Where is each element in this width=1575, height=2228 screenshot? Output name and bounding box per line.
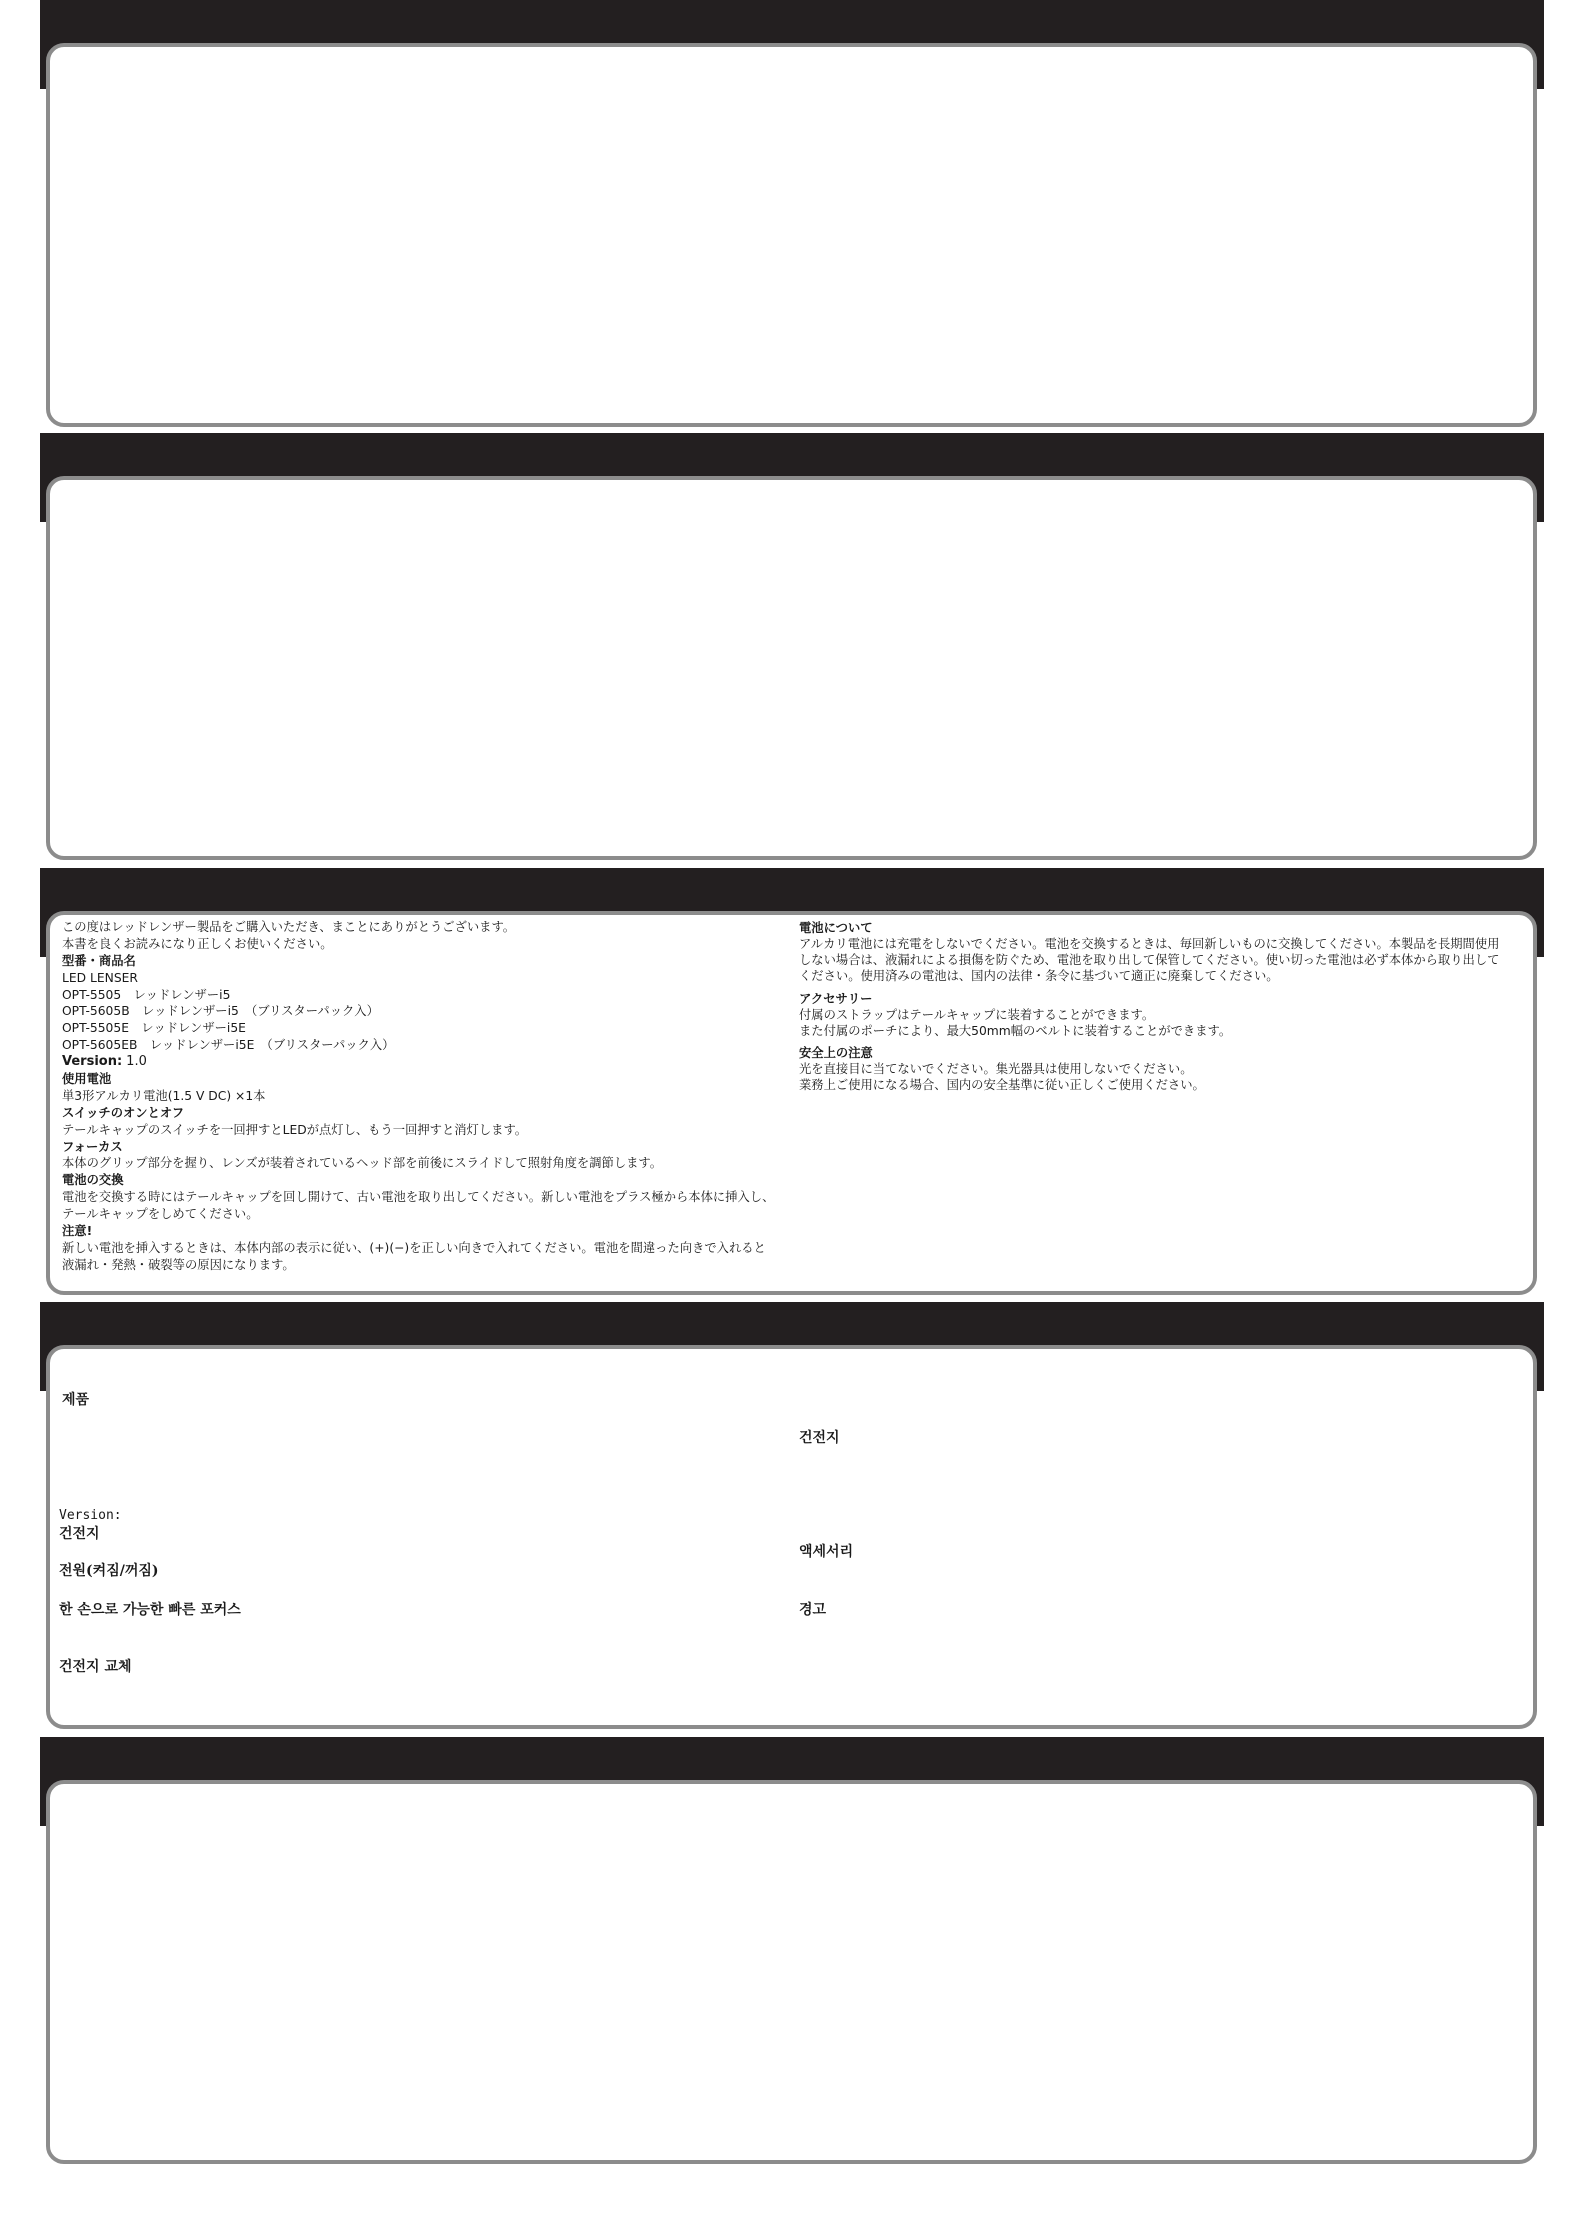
blank-panel <box>46 476 1537 860</box>
model-heading: 型番・商品名 <box>62 953 136 968</box>
model-line: OPT-5505 レッドレンザーi5 <box>62 987 231 1002</box>
blank-panel <box>46 43 1537 427</box>
product-heading: 제품 <box>62 1392 90 1408</box>
model-line: OPT-5605B レッドレンザーi5 （ブリスターパック入） <box>62 1004 379 1019</box>
accessory-heading: アクセサリー <box>799 991 873 1006</box>
battery-heading-left: 건전지 <box>59 1526 100 1542</box>
japanese-left-column <box>62 919 774 1274</box>
section-japanese <box>0 868 1575 1298</box>
battery-type-heading: 使用電池 <box>62 1072 112 1087</box>
battery-replace-text: 電池を交換する時にはテールキャップを回し開けて、古い電池を取り出してください。新しい電池をプラス極から本体に挿入し、 <box>62 1190 774 1205</box>
battery-replace-heading: 電池の交換 <box>62 1173 124 1188</box>
safety-text: 業務上ご使用になる場合、国内の安全基準に従い正しくご使用ください。 <box>799 1078 1205 1092</box>
switch-text: テールキャップのスイッチを一回押すとLEDが点灯し、もう一回押すと消灯します。 <box>62 1122 528 1137</box>
section-1 <box>0 0 1575 430</box>
battery-info-text: しない場合は、液漏れによる損傷を防ぐため、電池を取り出して保管してください。使い切った電池は必ず本体から取り出して <box>799 953 1500 967</box>
section-korean <box>0 1302 1575 1732</box>
safety-text: 光を直接目に当てないでください。集光器具は使用しないでください。 <box>799 1062 1193 1076</box>
caution-text: 新しい電池を挿入するときは、本体内部の表示に従い、(+)(−)を正しい向きで入れてください。電池を間違った向きで入れると <box>62 1240 766 1255</box>
japanese-right-column <box>799 920 1524 1093</box>
version-line <box>62 1054 774 1071</box>
battery-info-text: アルカリ電池には充電をしないでください。電池を交換するときは、毎回新しいものに交換してください。本製品を長期間使用 <box>799 937 1500 951</box>
model-line: OPT-5505E レッドレンザーi5E <box>62 1021 246 1036</box>
intro-line: 本書を良くお読みになり正しくお使いください。 <box>62 936 333 951</box>
battery-info-heading: 電池について <box>799 921 873 935</box>
model-line: OPT-5605EB レッドレンザーi5E （ブリスターパック入） <box>62 1038 395 1053</box>
safety-heading: 安全上の注意 <box>799 1046 873 1060</box>
section-2 <box>0 433 1575 863</box>
focus-heading: 한 손으로 가능한 빠른 포커스 <box>59 1602 241 1618</box>
caution-text: 液漏れ・発熱・破裂等の原因になります。 <box>62 1257 295 1272</box>
battery-replace-text: テールキャップをしめてください。 <box>62 1207 259 1222</box>
accessory-text: また付属のポーチにより、最大50mm幅のベルトに装着することができます。 <box>799 1023 1232 1038</box>
battery-replace-heading: 건전지 교체 <box>59 1659 132 1675</box>
intro-line: この度はレッドレンザー製品をご購入いただき、まことにありがとうございます。 <box>62 920 516 934</box>
accessories-heading: 액세서리 <box>799 1544 854 1560</box>
focus-heading: フォーカス <box>62 1139 123 1154</box>
accessory-text: 付属のストラップはテールキャップに装着することができます。 <box>799 1007 1155 1022</box>
focus-text: 本体のグリップ部分を握り、レンズが装着されているヘッド部を前後にスライドして照射角度を調節します。 <box>62 1156 663 1171</box>
switch-heading: スイッチのオンとオフ <box>62 1105 185 1120</box>
blank-panel <box>46 1780 1537 2164</box>
power-heading: 전원(켜짐/꺼짐) <box>59 1563 159 1579</box>
battery-info-text: ください。使用済みの電池は、国内の法律・条令に基づいて適正に廃棄してください。 <box>799 969 1279 983</box>
korean-instructions-panel <box>46 1345 1537 1729</box>
japanese-instructions-panel <box>46 911 1537 1295</box>
caution-heading: 注意! <box>62 1224 93 1239</box>
battery-type-text: 単3形アルカリ電池(1.5 V DC) ×1本 <box>62 1088 266 1103</box>
warning-heading: 경고 <box>799 1602 827 1618</box>
model-line: LED LENSER <box>62 970 138 985</box>
version-label: Version: <box>62 1054 123 1070</box>
section-5 <box>0 1737 1575 2167</box>
version-label: Version: <box>59 1508 122 1523</box>
version-value: 1.0 <box>126 1054 147 1070</box>
battery-heading-right: 건전지 <box>799 1430 840 1446</box>
